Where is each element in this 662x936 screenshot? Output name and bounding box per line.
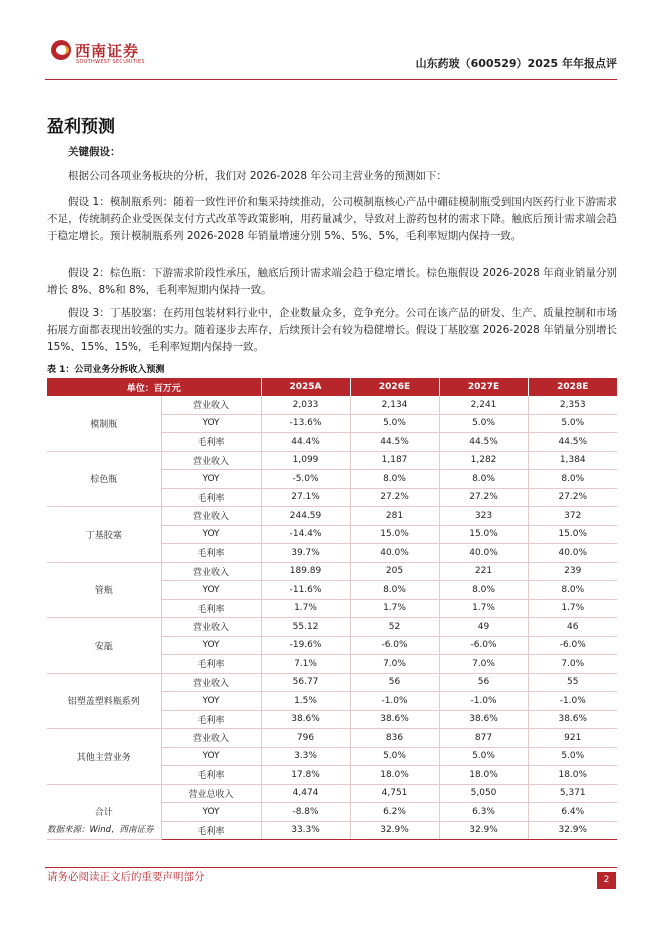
table-row bbox=[47, 451, 617, 470]
value-cell: -5.0% bbox=[261, 470, 350, 489]
assumption-1-paragraph: 假设 1：模制瓶系列：随着一致性评价和集采持续推动，公司模制瓶核心产品中硼硅模制瓶受到国内医药行业下游需求不足，传统制药企业受医保支付方式改革等政策影响，用药量减少，导致对上游药包材的需求下降。触底后预计需求端会趋于稳定增长。预计模制瓶系列 2026-2028 年销量增速分别 5%、5%、5%，毛利率短期内保持一致。 bbox=[47, 196, 617, 242]
value-cell: 2,134 bbox=[350, 396, 439, 414]
value-cell: 1,282 bbox=[439, 451, 528, 470]
value-cell: 46 bbox=[528, 618, 617, 637]
segment-name-cell: 模制瓶 bbox=[47, 396, 161, 451]
metric-label-cell: YOY bbox=[161, 414, 261, 433]
table-row bbox=[47, 784, 617, 803]
value-cell: 3.3% bbox=[261, 747, 350, 766]
table-row bbox=[47, 618, 617, 637]
value-cell: 2,353 bbox=[528, 396, 617, 414]
metric-label-cell: YOY bbox=[161, 692, 261, 711]
value-cell: 38.6% bbox=[439, 710, 528, 729]
table-row bbox=[47, 396, 617, 414]
value-cell: 44.5% bbox=[528, 433, 617, 452]
value-cell: 15.0% bbox=[350, 525, 439, 544]
value-cell: 5.0% bbox=[350, 747, 439, 766]
value-cell: 2,241 bbox=[439, 396, 528, 414]
value-cell: 17.8% bbox=[261, 766, 350, 785]
value-cell: 7.0% bbox=[528, 655, 617, 674]
value-cell: 1,187 bbox=[350, 451, 439, 470]
metric-label-cell: YOY bbox=[161, 636, 261, 655]
logo-text-en: SOUTHWEST SECURITIES bbox=[76, 59, 145, 65]
value-cell: 44.4% bbox=[261, 433, 350, 452]
value-cell: 1.7% bbox=[350, 599, 439, 618]
segment-name-cell: 铝塑盖塑料瓶系列 bbox=[47, 673, 161, 729]
value-cell: 8.0% bbox=[439, 581, 528, 600]
value-cell: 1.5% bbox=[261, 692, 350, 711]
value-cell: 18.0% bbox=[350, 766, 439, 785]
value-cell: 56 bbox=[439, 673, 528, 692]
value-cell: 1,099 bbox=[261, 451, 350, 470]
value-cell: 244.59 bbox=[261, 507, 350, 526]
value-cell: 8.0% bbox=[528, 470, 617, 489]
value-cell: 40.0% bbox=[350, 544, 439, 563]
value-cell: -6.0% bbox=[350, 636, 439, 655]
value-cell: 4,751 bbox=[350, 784, 439, 803]
table-row bbox=[47, 673, 617, 692]
value-cell: 836 bbox=[350, 729, 439, 748]
value-cell: 1.7% bbox=[261, 599, 350, 618]
value-cell: 4,474 bbox=[261, 784, 350, 803]
value-cell: 189.89 bbox=[261, 562, 350, 581]
value-cell: 5.0% bbox=[350, 414, 439, 433]
value-cell: 8.0% bbox=[528, 581, 617, 600]
value-cell: -8.8% bbox=[261, 803, 350, 822]
value-cell: 372 bbox=[528, 507, 617, 526]
unit-header: 单位：百万元 bbox=[47, 378, 261, 396]
value-cell: 6.3% bbox=[439, 803, 528, 822]
value-cell: 8.0% bbox=[350, 470, 439, 489]
metric-label-cell: 毛利率 bbox=[161, 710, 261, 729]
table-row bbox=[47, 562, 617, 581]
value-cell: 877 bbox=[439, 729, 528, 748]
value-cell: 1,384 bbox=[528, 451, 617, 470]
year-header: 2027E bbox=[439, 378, 528, 396]
value-cell: 15.0% bbox=[439, 525, 528, 544]
value-cell: 32.9% bbox=[350, 821, 439, 840]
value-cell: 7.0% bbox=[439, 655, 528, 674]
table-body bbox=[47, 396, 617, 840]
table-row bbox=[47, 729, 617, 748]
value-cell: 44.5% bbox=[350, 433, 439, 452]
page-header bbox=[45, 34, 617, 78]
value-cell: 281 bbox=[350, 507, 439, 526]
value-cell: 5.0% bbox=[528, 414, 617, 433]
segment-name-cell: 其他主营业务 bbox=[47, 729, 161, 785]
value-cell: 796 bbox=[261, 729, 350, 748]
metric-label-cell: YOY bbox=[161, 747, 261, 766]
value-cell: 8.0% bbox=[350, 581, 439, 600]
metric-label-cell: 营业收入 bbox=[161, 507, 261, 526]
segment-name-cell: 管瓶 bbox=[47, 562, 161, 618]
section-title: 盈利预测 bbox=[47, 117, 115, 137]
metric-label-cell: 毛利率 bbox=[161, 766, 261, 785]
value-cell: 52 bbox=[350, 618, 439, 637]
metric-label-cell: 毛利率 bbox=[161, 544, 261, 563]
segment-name-cell: 棕色瓶 bbox=[47, 451, 161, 507]
value-cell: 18.0% bbox=[439, 766, 528, 785]
value-cell: 27.1% bbox=[261, 488, 350, 507]
footer-disclaimer: 请务必阅读正文后的重要声明部分 bbox=[47, 871, 205, 883]
value-cell: 32.9% bbox=[528, 821, 617, 840]
metric-label-cell: 毛利率 bbox=[161, 599, 261, 618]
value-cell: -14.4% bbox=[261, 525, 350, 544]
company-logo-icon bbox=[51, 40, 71, 60]
value-cell: 6.2% bbox=[350, 803, 439, 822]
table-header-row bbox=[47, 378, 617, 396]
value-cell: 18.0% bbox=[528, 766, 617, 785]
year-header: 2028E bbox=[528, 378, 617, 396]
value-cell: 38.6% bbox=[350, 710, 439, 729]
year-header: 2025A bbox=[261, 378, 350, 396]
value-cell: 5.0% bbox=[439, 747, 528, 766]
value-cell: -19.6% bbox=[261, 636, 350, 655]
value-cell: -11.6% bbox=[261, 581, 350, 600]
key-assumptions-heading: 关键假设： bbox=[68, 146, 121, 158]
value-cell: -1.0% bbox=[439, 692, 528, 711]
value-cell: 6.4% bbox=[528, 803, 617, 822]
value-cell: 5,371 bbox=[528, 784, 617, 803]
revenue-forecast-table bbox=[47, 378, 617, 840]
value-cell: 39.7% bbox=[261, 544, 350, 563]
value-cell: 44.5% bbox=[439, 433, 528, 452]
metric-label-cell: 毛利率 bbox=[161, 488, 261, 507]
value-cell: -1.0% bbox=[528, 692, 617, 711]
value-cell: -13.6% bbox=[261, 414, 350, 433]
metric-label-cell: YOY bbox=[161, 803, 261, 822]
value-cell: 40.0% bbox=[439, 544, 528, 563]
metric-label-cell: 毛利率 bbox=[161, 433, 261, 452]
metric-label-cell: 营业收入 bbox=[161, 562, 261, 581]
metric-label-cell: 毛利率 bbox=[161, 655, 261, 674]
value-cell: 27.2% bbox=[439, 488, 528, 507]
intro-paragraph: 根据公司各项业务板块的分析，我们对 2026-2028 年公司主营业务的预测如下： bbox=[68, 170, 447, 182]
value-cell: 7.0% bbox=[350, 655, 439, 674]
header-divider bbox=[45, 79, 617, 80]
value-cell: 5,050 bbox=[439, 784, 528, 803]
segment-name-cell: 安瓿 bbox=[47, 618, 161, 674]
value-cell: 205 bbox=[350, 562, 439, 581]
metric-label-cell: 营业收入 bbox=[161, 451, 261, 470]
metric-label-cell: 营业收入 bbox=[161, 729, 261, 748]
value-cell: 40.0% bbox=[528, 544, 617, 563]
table-caption: 表 1：公司业务分拆收入预测 bbox=[47, 365, 165, 375]
value-cell: 32.9% bbox=[439, 821, 528, 840]
metric-label-cell: YOY bbox=[161, 581, 261, 600]
value-cell: 33.3% bbox=[261, 821, 350, 840]
metric-label-cell: YOY bbox=[161, 470, 261, 489]
value-cell: 56 bbox=[350, 673, 439, 692]
metric-label-cell: 营业总收入 bbox=[161, 784, 261, 803]
value-cell: 7.1% bbox=[261, 655, 350, 674]
value-cell: 221 bbox=[439, 562, 528, 581]
assumption-2-paragraph: 假设 2：棕色瓶：下游需求阶段性承压，触底后预计需求端会趋于稳定增长。棕色瓶假设 2026-2028 年商业销量分别增长 8%、8%和 8%，毛利率短期内保持一致。 bbox=[47, 267, 617, 296]
value-cell: 921 bbox=[528, 729, 617, 748]
value-cell: 2,033 bbox=[261, 396, 350, 414]
year-header: 2026E bbox=[350, 378, 439, 396]
value-cell: 1.7% bbox=[439, 599, 528, 618]
footer-divider bbox=[45, 867, 617, 868]
value-cell: 27.2% bbox=[350, 488, 439, 507]
value-cell: 8.0% bbox=[439, 470, 528, 489]
value-cell: 55 bbox=[528, 673, 617, 692]
value-cell: 323 bbox=[439, 507, 528, 526]
value-cell: 5.0% bbox=[439, 414, 528, 433]
metric-label-cell: 营业收入 bbox=[161, 618, 261, 637]
value-cell: -1.0% bbox=[350, 692, 439, 711]
value-cell: 5.0% bbox=[528, 747, 617, 766]
value-cell: 38.6% bbox=[528, 710, 617, 729]
segment-name-cell: 丁基胶塞 bbox=[47, 507, 161, 563]
segment-name-cell: 合计 bbox=[47, 784, 161, 840]
metric-label-cell: 营业收入 bbox=[161, 673, 261, 692]
report-title: 山东药玻（600529）2025 年年报点评 bbox=[415, 57, 617, 70]
metric-label-cell: 毛利率 bbox=[161, 821, 261, 840]
value-cell: 15.0% bbox=[528, 525, 617, 544]
table-row bbox=[47, 507, 617, 526]
value-cell: 239 bbox=[528, 562, 617, 581]
assumption-3-paragraph: 假设 3：丁基胶塞：在药用包装材料行业中，企业数量众多，竞争充分。公司在该产品的研发、生产、质量控制和市场拓展方面都表现出较强的实力。随着逐步去库存，后续预计会有较为稳健增长。假设丁基胶塞 2026-2028 年销量分别增长 15%、15%、15%，毛利率短期内保持一致。 bbox=[47, 307, 617, 353]
data-source: 数据来源：Wind，西南证券 bbox=[47, 825, 154, 835]
value-cell: 49 bbox=[439, 618, 528, 637]
logo-text-cn: 西南证券 bbox=[75, 42, 140, 60]
page-number: 2 bbox=[597, 872, 616, 889]
value-cell: 55.12 bbox=[261, 618, 350, 637]
value-cell: 38.6% bbox=[261, 710, 350, 729]
value-cell: 27.2% bbox=[528, 488, 617, 507]
value-cell: 56.77 bbox=[261, 673, 350, 692]
value-cell: 1.7% bbox=[528, 599, 617, 618]
value-cell: -6.0% bbox=[439, 636, 528, 655]
value-cell: -6.0% bbox=[528, 636, 617, 655]
metric-label-cell: 营业收入 bbox=[161, 396, 261, 414]
metric-label-cell: YOY bbox=[161, 525, 261, 544]
